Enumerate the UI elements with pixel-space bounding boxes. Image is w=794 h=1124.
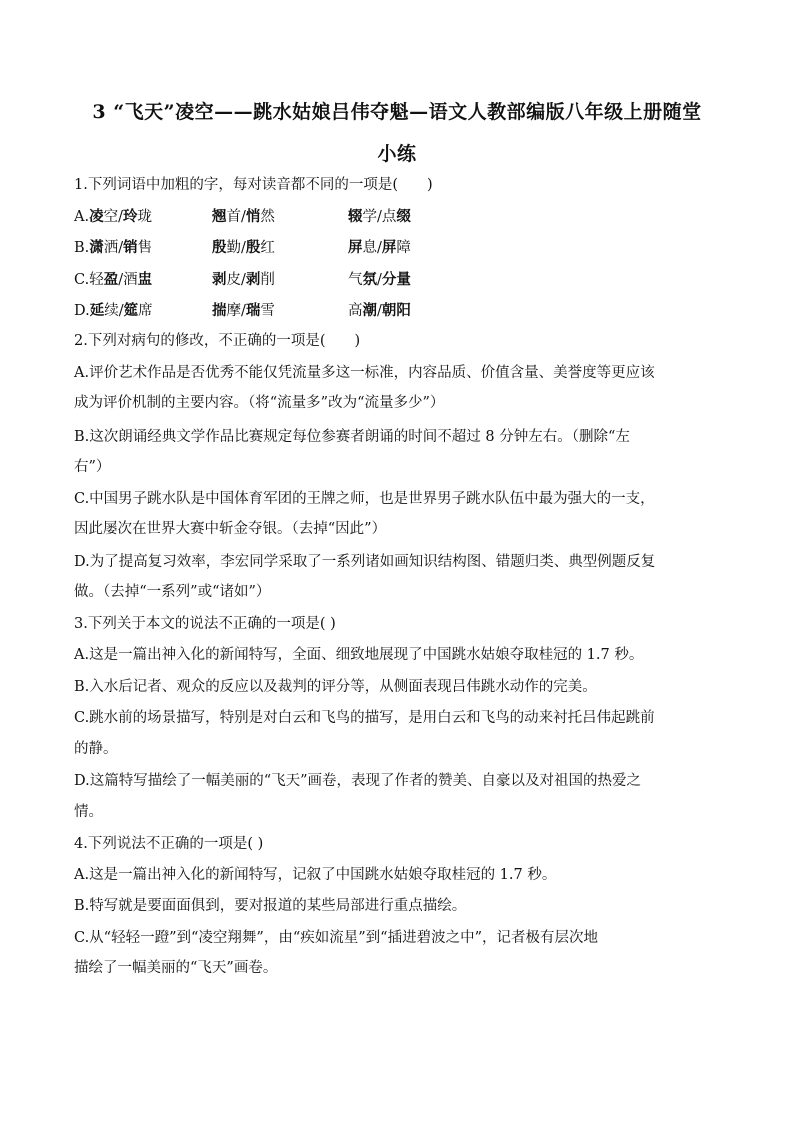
text-line: 因此屡次在世界大赛中斩金夺银。（去掉“因此”） (74, 521, 387, 537)
bold-char: 屏 (381, 239, 397, 256)
plain-char: 轻 (89, 272, 104, 288)
option-letter: D. (74, 303, 90, 319)
bold-char: 缀 (396, 208, 411, 225)
plain-char: / (377, 272, 382, 288)
q1-option-b-pair-3 (348, 238, 411, 258)
plain-char: 洒/ (103, 240, 124, 256)
bold-char: 剥 (212, 271, 227, 288)
bold-char: 朝阳 (381, 302, 411, 319)
plain-char: 珑 (137, 209, 152, 225)
plain-char: 红 (260, 240, 275, 256)
text-line: B.这次朗诵经典文学作品比赛规定每位参赛者朗诵的时间不超过 8 分钟左右。（删除“左 (74, 429, 630, 445)
bold-char: 凌 (89, 208, 104, 225)
plain-char: 然 (260, 209, 275, 225)
bold-char: 盈 (103, 271, 119, 288)
bold-char: 分量 (381, 271, 411, 288)
text-line: A.这是一篇出神入化的新闻特写，全面、细致地展现了中国跳水姑娘夺取桂冠的 1.7 秒。 (74, 647, 644, 663)
text-line: A.评价艺术作品是否优秀不能仅凭流量多这一标准，内容品质、价值含量、美誉度等更应该 (74, 365, 655, 381)
title-line-2: 小练 (377, 143, 417, 165)
bold-char: 殷 (212, 239, 227, 256)
bold-char: 销 (123, 239, 138, 256)
text-line: 描绘了一幅美丽的“飞天”画卷。 (74, 960, 278, 976)
bold-char: 悄 (245, 208, 261, 225)
bold-char: 瑞 (245, 302, 261, 319)
plain-char: 削 (260, 272, 275, 288)
text-line: B.入水后记者、观众的反应以及裁判的评分等，从侧面表现吕伟跳水动作的完美。 (74, 679, 597, 695)
bold-char: 延 (89, 302, 105, 319)
plain-char: 首/ (226, 209, 246, 225)
text-line: A.这是一篇出神入化的新闻特写，记叙了中国跳水姑娘夺取桂冠的 1.7 秒。 (74, 867, 557, 883)
bold-char: 屏 (348, 239, 363, 256)
plain-char: 皮/ (226, 272, 246, 288)
bold-char: 筵 (123, 302, 139, 319)
q1-option-d-pair-3 (348, 301, 411, 321)
text-line: 2.下列对病句的修改，不正确的一项是( ) (74, 333, 361, 349)
text-line: 成为评价机制的主要内容。（将“流量多”改为“流量多少”） (74, 395, 445, 411)
q1-option-d-pair-1 (74, 301, 153, 321)
q1-option-a-pair-1 (74, 207, 152, 227)
q1-option-b-pair-1 (74, 238, 152, 258)
text-line: C.跳水前的场景描写，特别是对白云和飞鸟的描写，是用白云和飞鸟的动来衬托吕伟起跳前 (74, 710, 655, 726)
plain-char: 摩/ (226, 303, 246, 319)
text-line: 3.下列关于本文的说法不正确的一项是( ) (74, 616, 336, 632)
option-letter: A. (74, 209, 90, 225)
option-letter: C. (74, 272, 90, 288)
q1-option-a-pair-2 (212, 207, 275, 227)
text-line: B.特写就是要面面俱到，要对报道的某些局部进行重点描绘。 (74, 898, 467, 914)
plain-char: 障 (396, 240, 411, 256)
text-line: C.从“轻轻一蹬”到“凌空翔舞”，由“疾如流星”到“插进碧波之中”，记者极有层次地 (74, 930, 598, 946)
bold-char: 辍 (348, 208, 363, 225)
text-line: D.这篇特写描绘了一幅美丽的“飞天”画卷，表现了作者的赞美、自豪以及对祖国的热爱之 (74, 773, 642, 789)
plain-char: 高 (348, 303, 363, 319)
text-line: 4.下列说法不正确的一项是( ) (74, 836, 264, 852)
option-letter: B. (74, 240, 90, 256)
q1-option-d-pair-2 (212, 301, 275, 321)
text-line: 做。（去掉“一系列”或“诸如”） (74, 584, 271, 600)
q1-stem: 1.下列词语中加粗的字，每对读音都不同的一项是( ) (74, 177, 433, 193)
plain-char: 息/ (362, 240, 382, 256)
plain-char: 席 (138, 303, 153, 319)
plain-char: 售 (137, 240, 153, 256)
q1-option-a-pair-3 (348, 207, 411, 227)
plain-char: 气 (348, 272, 363, 288)
bold-char: 潇 (89, 239, 104, 256)
q1-option-b-pair-2 (212, 238, 275, 258)
bold-char: 剥 (245, 271, 261, 288)
text-line: 情。 (74, 804, 103, 820)
plain-char: 雪 (260, 303, 275, 319)
bold-char: 氛 (362, 271, 377, 288)
q1-option-c-pair-3 (348, 270, 411, 290)
bold-char: 盅 (137, 271, 153, 288)
title-line-1: 3 “飞天”凌空——跳水姑娘吕伟夺魁—语文人教部编版八年级上册随堂 (92, 101, 702, 123)
q1-option-c-pair-1 (74, 270, 152, 290)
text-line: 的静。 (74, 741, 118, 757)
plain-char: 续/ (104, 303, 124, 319)
q1-option-c-pair-2 (212, 270, 275, 290)
bold-char: 潮 (362, 302, 377, 319)
plain-char: 学/点 (362, 209, 397, 225)
bold-char: 揣 (212, 302, 227, 319)
text-line: 右”） (74, 459, 111, 475)
bold-char: 殷 (245, 239, 261, 256)
text-line: C.中国男子跳水队是中国体育军团的王牌之师，也是世界男子跳水队伍中最为强大的一支， (74, 491, 655, 507)
plain-char: / (377, 303, 382, 319)
text-line: D.为了提高复习效率，李宏同学采取了一系列诸如画知识结构图、错题归类、典型例题反复 (74, 554, 656, 570)
plain-char: 空/ (103, 209, 123, 225)
bold-char: 翘 (212, 208, 227, 225)
bold-char: 玲 (122, 208, 138, 225)
plain-char: /酒 (118, 272, 138, 288)
plain-char: 勤/ (226, 240, 246, 256)
